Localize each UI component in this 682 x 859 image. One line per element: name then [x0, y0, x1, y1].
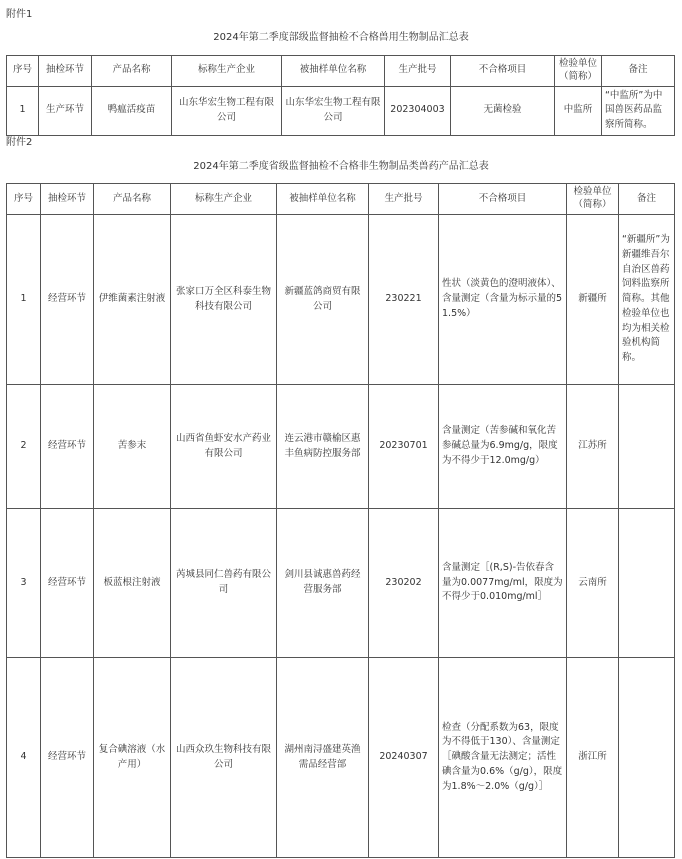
- attachment2-title: 2024年第二季度省级监督抽检不合格非生物制品类兽药产品汇总表: [193, 161, 489, 172]
- cell-failed-item: 检查（分配系数为63，限度为不得低于130）、含量测定［碘酸含量无法测定；活性碘含量为0.6%（g/g），限度为1.8%～2.0%（g/g）］: [439, 658, 567, 858]
- header-cell: 检验单位（简称）: [555, 56, 602, 87]
- cell-note: “新疆所”为新疆维吾尔自治区兽药饲料监察所简称。其他检验单位也均为相关检验机构简称。: [619, 215, 675, 385]
- cell-index: 2: [7, 385, 41, 509]
- cell-note: “中监所”为中国兽医药品监察所简称。: [602, 86, 675, 135]
- cell-product: 复合碘溶液（水产用）: [94, 658, 171, 858]
- cell-sampled-unit: 剑川县诚惠兽药经营服务部: [277, 509, 369, 658]
- header-cell: 产品名称: [92, 56, 172, 87]
- cell-batch: 202304003: [385, 86, 451, 135]
- cell-manufacturer: 山西省鱼虾安水产药业有限公司: [171, 385, 277, 509]
- cell-stage: 生产环节: [39, 86, 92, 135]
- cell-failed-item: 含量测定［(R,S)-告依春含量为0.0077mg/ml，限度为不得少于0.010mg/ml］: [439, 509, 567, 658]
- table-row: [7, 658, 675, 858]
- table-row: [7, 86, 675, 135]
- cell-batch: 20230701: [369, 385, 439, 509]
- cell-stage: 经营环节: [41, 385, 94, 509]
- cell-product: 伊维菌素注射液: [94, 215, 171, 385]
- cell-note: [619, 509, 675, 658]
- header-cell: 不合格项目: [451, 56, 555, 87]
- cell-lab: 浙江所: [567, 658, 619, 858]
- cell-sampled-unit: 新疆蓝鸽商贸有限公司: [277, 215, 369, 385]
- header-cell: 备注: [602, 56, 675, 87]
- cell-batch: 20240307: [369, 658, 439, 858]
- cell-index: 1: [7, 215, 41, 385]
- cell-sampled-unit: 山东华宏生物工程有限公司: [282, 86, 385, 135]
- cell-sampled-unit: 连云港市赣榆区惠丰鱼病防控服务部: [277, 385, 369, 509]
- cell-failed-item: 性状（淡黄色的澄明液体）、含量测定（含量为标示量的51.5%）: [439, 215, 567, 385]
- header-cell: 检验单位（简称）: [567, 184, 619, 215]
- cell-batch: 230221: [369, 215, 439, 385]
- cell-index: 4: [7, 658, 41, 858]
- cell-note: [619, 385, 675, 509]
- attachment2-table: [6, 183, 675, 858]
- cell-product: 苦参末: [94, 385, 171, 509]
- header-cell: 备注: [619, 184, 675, 215]
- header-cell: 抽检环节: [41, 184, 94, 215]
- header-cell: 被抽样单位名称: [282, 56, 385, 87]
- header-cell: 标称生产企业: [172, 56, 282, 87]
- header-cell: 抽检环节: [39, 56, 92, 87]
- attachment1-table: [6, 55, 675, 136]
- cell-manufacturer: 芮城县同仁兽药有限公司: [171, 509, 277, 658]
- cell-product: 鸭瘟活疫苗: [92, 86, 172, 135]
- header-cell: 生产批号: [369, 184, 439, 215]
- header-cell: 不合格项目: [439, 184, 567, 215]
- cell-manufacturer: 山西众玖生物科技有限公司: [171, 658, 277, 858]
- table-header-row: [7, 184, 675, 215]
- attachment2-label: 附件2: [6, 137, 33, 148]
- cell-manufacturer: 山东华宏生物工程有限公司: [172, 86, 282, 135]
- cell-manufacturer: 张家口万全区科泰生物科技有限公司: [171, 215, 277, 385]
- cell-stage: 经营环节: [41, 509, 94, 658]
- cell-failed-item: 含量测定（苦参碱和氧化苦参碱总量为6.9mg/g，限度为不得少于12.0mg/g）: [439, 385, 567, 509]
- header-cell: 序号: [7, 56, 39, 87]
- cell-index: 1: [7, 86, 39, 135]
- cell-batch: 230202: [369, 509, 439, 658]
- header-cell: 序号: [7, 184, 41, 215]
- cell-lab: 中监所: [555, 86, 602, 135]
- header-cell: 生产批号: [385, 56, 451, 87]
- cell-note: [619, 658, 675, 858]
- table-row: [7, 509, 675, 658]
- cell-sampled-unit: 湖州南浔盛建英渔需品经营部: [277, 658, 369, 858]
- table-header-row: [7, 56, 675, 87]
- header-cell: 产品名称: [94, 184, 171, 215]
- cell-lab: 江苏所: [567, 385, 619, 509]
- cell-failed-item: 无菌检验: [451, 86, 555, 135]
- attachment1-title: 2024年第二季度部级监督抽检不合格兽用生物制品汇总表: [213, 32, 469, 43]
- cell-lab: 新疆所: [567, 215, 619, 385]
- cell-index: 3: [7, 509, 41, 658]
- cell-stage: 经营环节: [41, 658, 94, 858]
- cell-product: 板蓝根注射液: [94, 509, 171, 658]
- attachment1-label: 附件1: [6, 9, 33, 20]
- table-row: [7, 215, 675, 385]
- cell-lab: 云南所: [567, 509, 619, 658]
- table-row: [7, 385, 675, 509]
- header-cell: 标称生产企业: [171, 184, 277, 215]
- cell-stage: 经营环节: [41, 215, 94, 385]
- header-cell: 被抽样单位名称: [277, 184, 369, 215]
